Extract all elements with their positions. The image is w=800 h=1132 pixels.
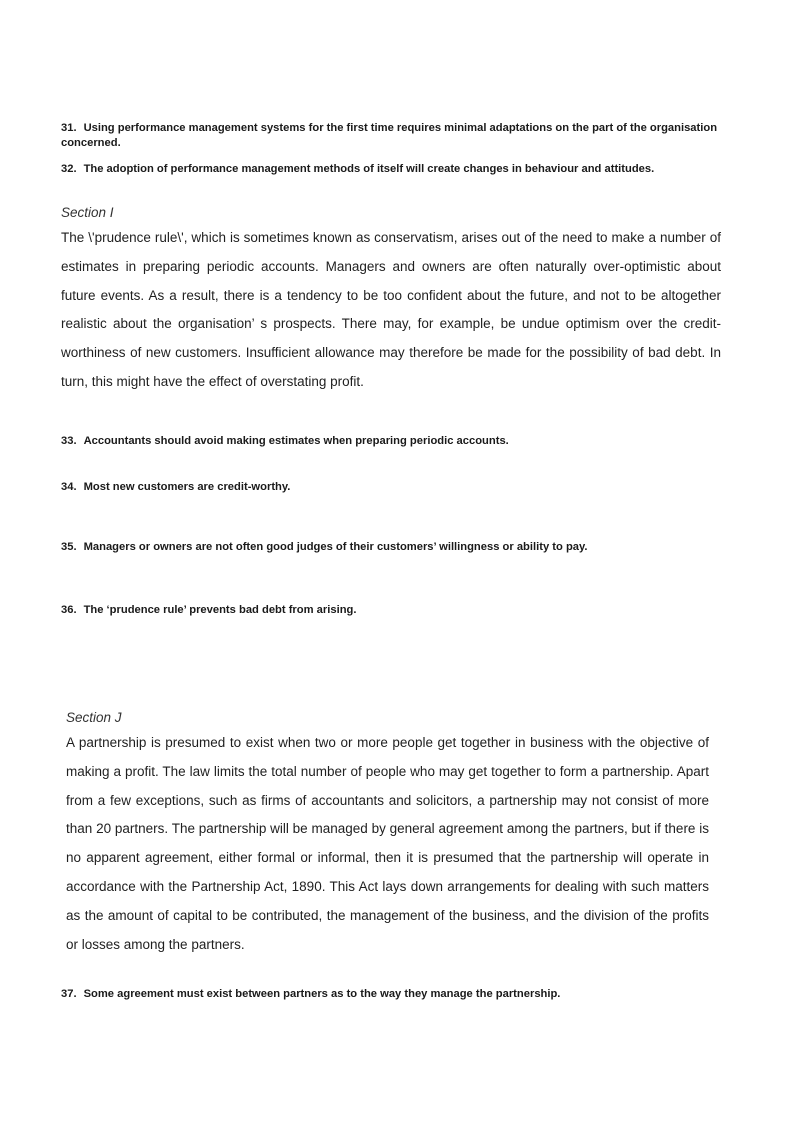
question-number: 33. [61, 435, 77, 447]
question-text: The ‘prudence rule’ prevents bad debt from arising. [83, 604, 357, 616]
question-number: 35. [61, 541, 77, 553]
question-number: 37. [61, 988, 77, 1000]
question-text: Accountants should avoid making estimates when preparing periodic accounts. [83, 435, 509, 447]
section-j-title: Section J [66, 710, 122, 725]
section-j-passage: A partnership is presumed to exist when two or more people get together in business with the objective of making a profit. The law limits the total number of people who may get together to form a partnership. Apart from a few exceptions, such as firms of accountants and solicitors, a partnership may not consist of more than 20 partners. The partnership will be managed by general agreement among the partners, but if there is no apparent agreement, either formal or informal, then it is presumed that the partnership will operate in accordance with the Partnership Act, 1890. This Act lays down arrangements for dealing with such matters as the amount of capital to be contributed, the management of the business, and the division of the profits or losses among the partners. [66, 735, 709, 952]
question-text: Some agreement must exist between partners as to the way they manage the partnership. [83, 988, 561, 1000]
question-text: Most new customers are credit-worthy. [83, 481, 291, 493]
section-i-passage: The \'prudence rule\', which is sometimes known as conservatism, arises out of the need to make a number of estimates in preparing periodic accounts. Managers and owners are often naturally over-optimistic about future events. As a result, there is a tendency to be too confident about the future, and not to be altogether realistic about the organisation’ s prospects. There may, for example, be undue optimism over the credit-worthiness of new customers. Insufficient allowance may therefore be made for the possibility of bad debt. In turn, this might have the effect of overstating profit. [61, 230, 721, 389]
question-number: 36. [61, 604, 77, 616]
question-text: The adoption of performance management methods of itself will create changes in behaviour and attitudes. [83, 163, 655, 175]
question-number: 34. [61, 481, 77, 493]
question-31 [61, 121, 741, 151]
question-33 [61, 434, 741, 449]
question-32 [61, 162, 741, 177]
question-number: 31. [61, 122, 77, 134]
section-i-title: Section I [61, 205, 114, 220]
question-37 [61, 987, 741, 1002]
question-text: Managers or owners are not often good judges of their customers’ willingness or ability to pay. [83, 541, 588, 553]
question-34 [61, 480, 741, 495]
question-number: 32. [61, 163, 77, 175]
question-35 [61, 540, 741, 555]
question-36 [61, 603, 741, 618]
question-text: Using performance management systems for the first time requires minimal adaptations on the part of the organisation concerned. [61, 122, 718, 149]
